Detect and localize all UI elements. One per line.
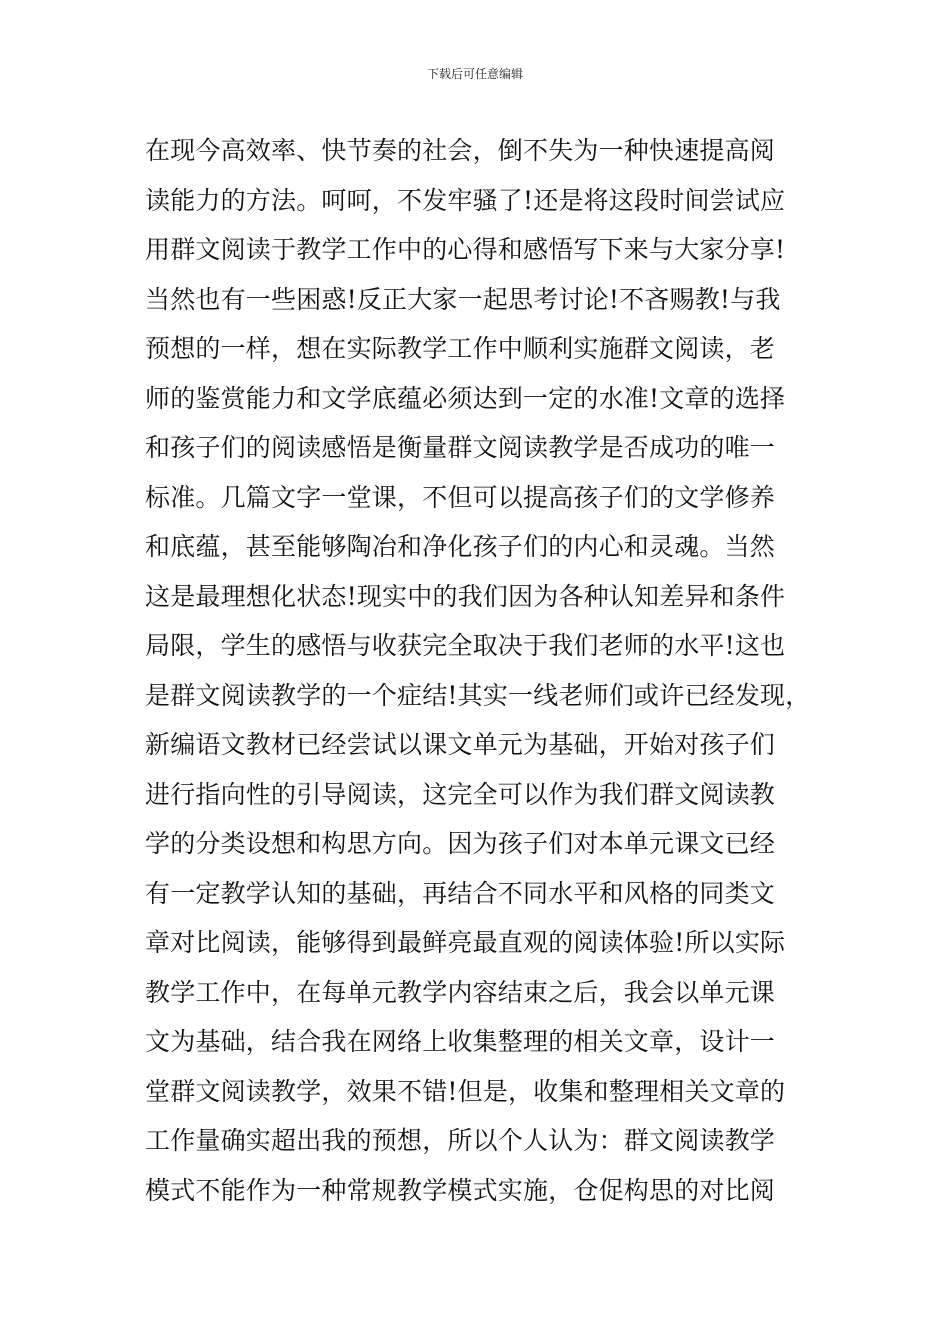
text-line: 当然也有一些困惑!反正大家一起思考讨论!不吝赐教!与我 (145, 284, 781, 314)
text-line: 新编语文教材已经尝试以课文单元为基础，开始对孩子们 (145, 730, 776, 759)
text-line: 堂群文阅读教学，效果不错!但是，收集和整理相关文章的 (145, 1076, 786, 1106)
text-line: 模式不能作为一种常规教学模式实施，仓促构思的对比阅 (145, 1175, 776, 1205)
text-line: 这是最理想化状态!现实中的我们因为各种认知差异和条件 (145, 581, 786, 611)
text-line: 在现今高效率、快节奏的社会，倒不失为一种快速提高阅 (145, 136, 776, 165)
text-line: 和底蕴，甚至能够陶冶和净化孩子们的内心和灵魂。当然 (145, 532, 776, 561)
text-line: 师的鉴赏能力和文学底蕴必须达到一定的水准!文章的选择 (145, 383, 786, 413)
text-line: 进行指向性的引导阅读，这完全可以作为我们群文阅读教 (145, 779, 776, 809)
text-line: 学的分类设想和构思方向。因为孩子们对本单元课文已经 (145, 829, 776, 858)
text-line: 局限，学生的感悟与收获完全取决于我们老师的水平!这也 (145, 631, 786, 660)
text-line: 文为基础，结合我在网络上收集整理的相关文章，设计一 (145, 1027, 776, 1056)
text-line: 是群文阅读教学的一个症结!其实一线老师们或许已经发现， (145, 680, 811, 710)
text-line: 和孩子们的阅读感悟是衡量群文阅读教学是否成功的唯一 (145, 433, 776, 462)
text-line: 有一定教学认知的基础，再结合不同水平和风格的同类文 (145, 878, 776, 908)
text-line: 用群文阅读于教学工作中的心得和感悟写下来与大家分享! (145, 235, 786, 264)
body-text (145, 126, 835, 1215)
text-line: 工作量确实超出我的预想，所以个人认为：群文阅读教学 (145, 1126, 776, 1155)
text-line: 章对比阅读，能够得到最鲜亮最直观的阅读体验!所以实际 (145, 928, 786, 957)
text-line: 读能力的方法。呵呵，不发牢骚了!还是将这段时间尝试应 (145, 185, 786, 215)
text-line: 预想的一样，想在实际教学工作中顺利实施群文阅读，老 (145, 334, 776, 363)
text-line: 标准。几篇文字一堂课，不但可以提高孩子们的文学修养 (145, 482, 776, 512)
page-header: 下载后可任意编辑 (426, 67, 523, 81)
text-line: 教学工作中，在每单元教学内容结束之后，我会以单元课 (145, 977, 776, 1007)
